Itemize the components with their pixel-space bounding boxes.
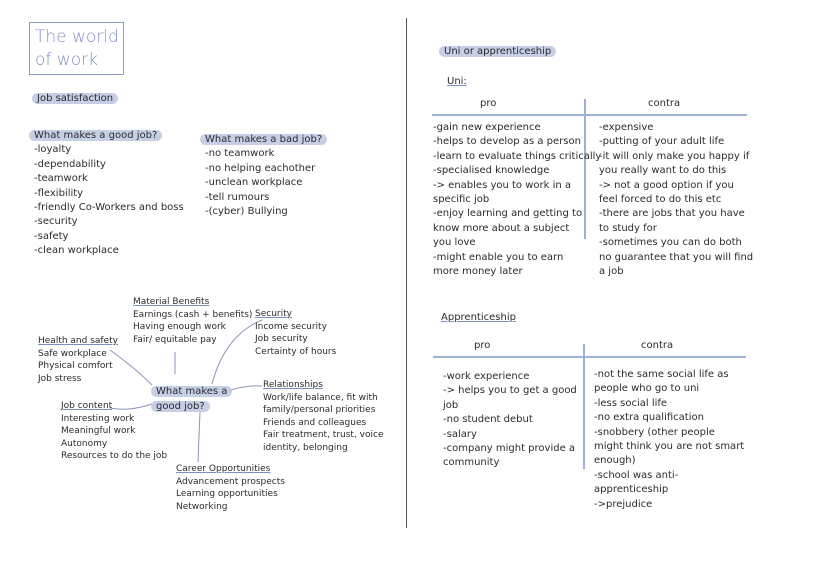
app-contra-item: -school was anti- bbox=[594, 469, 679, 481]
mindmap-item: Job stress bbox=[38, 373, 82, 384]
uni-pro-item: -might enable you to earn bbox=[433, 251, 564, 263]
app-contra-item: ->prejudice bbox=[594, 498, 653, 510]
mindmap-center: What makes a good job? bbox=[156, 384, 232, 414]
uni-table-hline bbox=[432, 114, 747, 116]
uni-pro-item: -gain new experience bbox=[433, 122, 541, 133]
mindmap-item: Autonomy bbox=[61, 438, 108, 449]
mindmap-item: Income security bbox=[255, 321, 327, 332]
uni-contra-header: contra bbox=[648, 98, 681, 109]
mindmap-item: Safe workplace bbox=[38, 348, 107, 359]
uni-contra-list bbox=[599, 121, 753, 279]
mindmap-item: Job security bbox=[255, 334, 308, 344]
mindmap-security: Security Income security Job security Certainty of hours bbox=[255, 309, 337, 357]
mindmap-item: Learning opportunities bbox=[176, 489, 278, 499]
app-contra-item: -less social life bbox=[594, 397, 668, 409]
uni-pro-item: -learn to evaluate things critically bbox=[433, 150, 602, 162]
good-job-item: -teamwork bbox=[34, 173, 88, 185]
good-job-item: -clean workplace bbox=[34, 245, 119, 257]
uni-label: Uni: bbox=[447, 76, 467, 87]
bad-job-item: -tell rumours bbox=[205, 191, 270, 203]
app-contra-list bbox=[594, 368, 744, 512]
app-pro-item: community bbox=[443, 457, 500, 469]
uni-or-apprenticeship-heading: Uni or apprenticeship bbox=[444, 45, 556, 59]
mindmap-material: Material Benefits Earnings (cash + benefits) Having enough work Fair/ equitable pay bbox=[133, 297, 253, 345]
good-job-item: -friendly Co-Workers and boss bbox=[34, 202, 184, 214]
app-contra-item: -snobbery (other people bbox=[594, 426, 715, 438]
app-contra-item: -not the same social life as bbox=[594, 369, 729, 380]
uni-contra-item: -sometimes you can do both bbox=[599, 237, 742, 249]
mindmap-relationships: Relationships Work/life balance, fit with family/personal priorities Friends and colleagues Fair treatment, trust, voice identity, belonging bbox=[263, 380, 384, 453]
uni-pro-item: -helps to develop as a person bbox=[433, 136, 581, 148]
app-contra-item: -no extra qualification bbox=[594, 412, 704, 424]
job-satisfaction-heading: Job satisfaction bbox=[37, 92, 118, 106]
bad-job-heading: What makes a bad job? bbox=[200, 134, 327, 145]
bad-job-item: -no teamwork bbox=[205, 148, 275, 160]
mindmap-item: Resources to do the job bbox=[61, 451, 168, 461]
app-table-vline bbox=[583, 344, 585, 469]
good-job-item: -security bbox=[34, 216, 78, 228]
uni-pro-item: specific job bbox=[433, 194, 490, 206]
app-pro-item: job bbox=[443, 399, 459, 411]
mindmap-item: Friends and colleagues bbox=[263, 417, 367, 428]
mindmap-item: Earnings (cash + benefits) bbox=[133, 309, 253, 320]
bad-job-item: -(cyber) Bullying bbox=[205, 206, 288, 218]
good-job-heading: What makes a good job? bbox=[29, 130, 162, 141]
app-contra-item: people who go to uni bbox=[594, 383, 700, 395]
uni-contra-item: you really want to do this bbox=[599, 165, 727, 177]
mindmap-item: Interesting work bbox=[61, 413, 135, 424]
uni-pro-item: -> enables you to work in a bbox=[433, 179, 572, 191]
app-pro-item: -work experience bbox=[443, 371, 530, 382]
bad-job-item: -no helping eachother bbox=[205, 162, 316, 174]
app-pro-list bbox=[443, 370, 577, 471]
uni-contra-item: a job bbox=[599, 266, 624, 278]
good-job-item: -safety bbox=[34, 230, 69, 242]
app-table-hline bbox=[433, 356, 746, 358]
app-pro-item: -salary bbox=[443, 428, 477, 440]
mindmap-health: Health and safety Safe workplace Physical comfort Job stress bbox=[38, 336, 118, 384]
mindmap-item: Physical comfort bbox=[38, 361, 113, 371]
uni-pro-item: -specialised knowledge bbox=[433, 165, 550, 177]
uni-pro-item: you love bbox=[433, 237, 476, 249]
uni-pro-item: -enjoy learning and getting to bbox=[433, 208, 583, 220]
uni-contra-item: -> not a good option if you bbox=[599, 179, 734, 191]
mindmap-item: Meaningful work bbox=[61, 426, 136, 436]
mindmap-career: Career Opportunities Advancement prospects Learning opportunities Networking bbox=[176, 464, 285, 512]
mindmap-item: Fair/ equitable pay bbox=[133, 334, 217, 345]
uni-contra-item: -putting of your adult life bbox=[599, 136, 725, 148]
app-contra-header: contra bbox=[641, 340, 674, 351]
mindmap-item: Fair treatment, trust, voice bbox=[263, 430, 384, 440]
uni-contra-item: -expensive bbox=[599, 122, 654, 133]
apprenticeship-label: Apprenticeship bbox=[441, 312, 516, 323]
app-contra-item: apprenticeship bbox=[594, 484, 669, 496]
line-relationships bbox=[230, 386, 262, 390]
app-pro-item: -> helps you to get a good bbox=[443, 385, 577, 397]
uni-contra-item: -there are jobs that you have bbox=[599, 208, 745, 220]
mindmap-job-content: Job content Interesting work Meaningful work Autonomy Resources to do the job bbox=[61, 401, 168, 461]
mindmap-item: identity, belonging bbox=[263, 442, 348, 453]
line-career bbox=[198, 412, 200, 462]
good-job-item: -flexibility bbox=[34, 187, 84, 199]
mindmap-item: Work/life balance, fit with bbox=[263, 392, 378, 403]
app-contra-item: might think you are not smart bbox=[594, 441, 745, 453]
mindmap-item: Having enough work bbox=[133, 322, 226, 332]
uni-pro-item: more money later bbox=[433, 266, 523, 278]
uni-contra-item: no guarantee that you will find bbox=[599, 251, 754, 263]
good-job-item: -dependability bbox=[34, 158, 106, 170]
app-pro-item: -no student debut bbox=[443, 414, 533, 426]
mindmap-item: Certainty of hours bbox=[255, 346, 337, 357]
uni-contra-item: feel forced to do this etc bbox=[599, 194, 722, 206]
page-title: The world of work bbox=[29, 22, 124, 75]
mindmap-item: Advancement prospects bbox=[176, 476, 285, 487]
uni-contra-item: to study for bbox=[599, 222, 657, 234]
bad-job-item: -unclean workplace bbox=[205, 177, 303, 189]
app-contra-item: enough) bbox=[594, 455, 636, 467]
good-job-item: -loyalty bbox=[34, 144, 72, 156]
uni-pro-list bbox=[433, 121, 601, 279]
mindmap-item: Networking bbox=[176, 501, 228, 512]
uni-contra-item: -it will only make you happy if bbox=[599, 150, 750, 162]
uni-pro-item: know more about a subject bbox=[433, 222, 570, 234]
uni-pro-header: pro bbox=[480, 98, 497, 109]
app-pro-header: pro bbox=[474, 340, 491, 351]
app-pro-item: -company might provide a bbox=[443, 443, 576, 455]
mindmap-item: family/personal priorities bbox=[263, 405, 376, 415]
